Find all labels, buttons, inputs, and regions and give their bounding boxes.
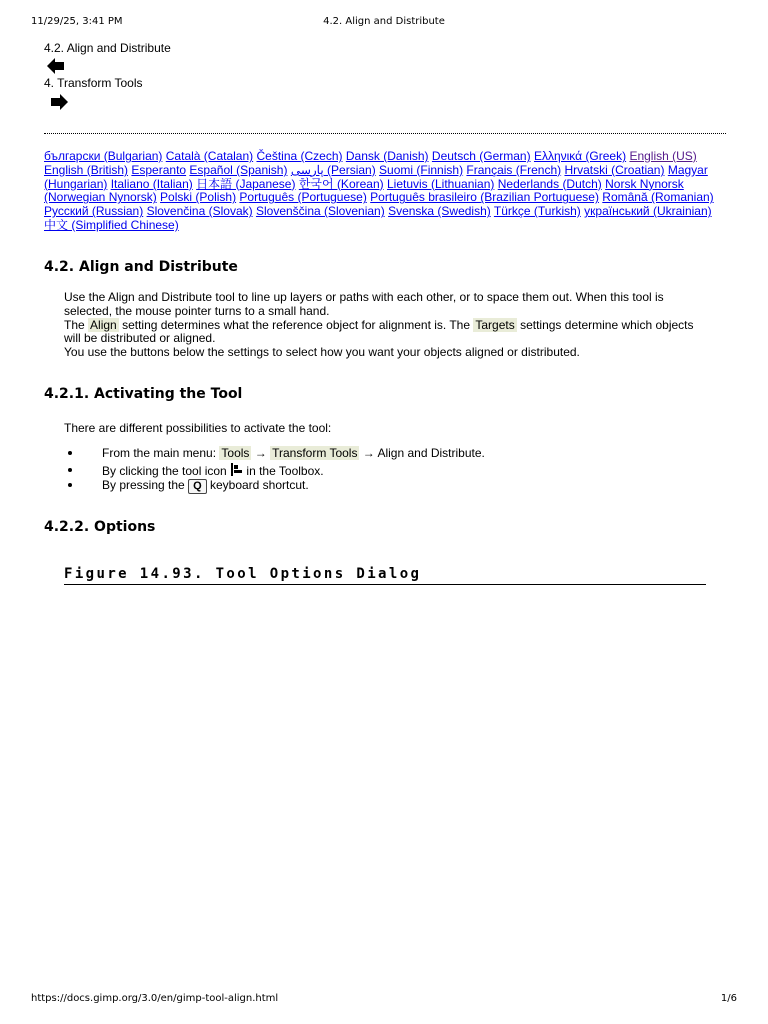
page-number: 1/6 bbox=[720, 993, 737, 1004]
nav-divider bbox=[44, 133, 726, 134]
list-item bbox=[64, 446, 706, 461]
p2-before: The bbox=[64, 317, 85, 332]
language-link[interactable]: український (Ukrainian) bbox=[584, 204, 712, 219]
language-link[interactable]: Português (Portuguese) bbox=[239, 190, 367, 205]
bullet bbox=[68, 451, 72, 455]
section-heading: 4.2. Align and Distribute bbox=[44, 259, 238, 275]
language-link[interactable]: Italiano (Italian) bbox=[110, 176, 193, 191]
language-link[interactable]: Hrvatski (Croatian) bbox=[564, 162, 665, 177]
language-link[interactable]: Suomi (Finnish) bbox=[379, 162, 464, 177]
item3-after: keyboard shortcut. bbox=[209, 478, 309, 492]
language-link[interactable]: Español (Spanish) bbox=[189, 162, 288, 177]
print-datetime: 11/29/25, 3:41 PM bbox=[31, 16, 123, 27]
menu-arrow: → bbox=[362, 446, 375, 460]
print-footer bbox=[31, 993, 737, 1007]
language-link[interactable]: Polski (Polish) bbox=[160, 190, 237, 205]
bullet bbox=[68, 468, 72, 472]
language-link[interactable]: Norsk Nynorsk (Norwegian Nynorsk) bbox=[44, 176, 684, 205]
intro-paragraph bbox=[64, 291, 706, 360]
language-link[interactable]: Deutsch (German) bbox=[431, 149, 531, 163]
language-link[interactable]: Русский (Russian) bbox=[44, 204, 144, 219]
activating-heading: 4.2.1. Activating the Tool bbox=[44, 386, 243, 402]
language-link[interactable]: Türkçe (Turkish) bbox=[493, 204, 581, 219]
language-link[interactable]: Dansk (Danish) bbox=[345, 149, 429, 163]
keyboard-key-q: Q bbox=[188, 479, 207, 494]
item2-before: By clicking the tool icon bbox=[102, 464, 227, 478]
language-link[interactable]: English (British) bbox=[44, 162, 129, 177]
print-title: 4.2. Align and Distribute bbox=[323, 16, 445, 27]
targets-setting-code: Targets bbox=[475, 317, 515, 332]
item3-before: By pressing the bbox=[102, 478, 185, 492]
activation-list bbox=[64, 446, 706, 493]
intro-text: Use the Align and Distribute tool to line up layers or paths with each other, or to space them out. When this tool is selected, the mouse pointer turns to a small hand. bbox=[64, 290, 664, 318]
language-link[interactable]: 한국어 (Korean) bbox=[298, 176, 384, 191]
print-url: https://docs.gimp.org/3.0/en/gimp-tool-align.html bbox=[31, 993, 279, 1004]
language-link[interactable]: Français (French) bbox=[466, 162, 562, 177]
nav-prev-link[interactable]: 4.2. Align and Distribute bbox=[44, 41, 171, 55]
language-link[interactable]: Čeština (Czech) bbox=[256, 149, 343, 163]
language-link[interactable]: български (Bulgarian) bbox=[44, 149, 163, 163]
item1-after: Align and Distribute. bbox=[377, 446, 485, 460]
language-link[interactable]: پارسی (Persian) bbox=[290, 162, 376, 177]
figure-title: Figure 14.93. Tool Options Dialog bbox=[64, 565, 706, 585]
options-heading: 4.2.2. Options bbox=[44, 519, 156, 535]
item1-before: From the main menu: bbox=[102, 446, 217, 460]
right-arrow-icon[interactable] bbox=[50, 93, 68, 114]
language-link[interactable]: Català (Catalan) bbox=[165, 149, 254, 163]
align-setting-code: Align bbox=[90, 317, 117, 332]
p3-text: You use the buttons below the settings to select how you want your objects aligned or distributed. bbox=[64, 345, 580, 360]
language-link[interactable]: Ελληνικά (Greek) bbox=[533, 149, 627, 163]
language-link[interactable]: Esperanto bbox=[131, 162, 187, 177]
language-link[interactable]: Lietuvis (Lithuanian) bbox=[386, 176, 495, 191]
language-link[interactable]: Svenska (Swedish) bbox=[388, 204, 491, 219]
language-link[interactable]: Magyar (Hungarian) bbox=[44, 162, 708, 191]
language-list bbox=[44, 150, 726, 233]
list-item bbox=[64, 478, 706, 493]
p2-after: settings determine which objects will be distributed or aligned. bbox=[64, 317, 694, 346]
language-link[interactable]: 中文 (Simplified Chinese) bbox=[44, 217, 179, 232]
language-link[interactable]: Slovenščina (Slovenian) bbox=[255, 204, 385, 219]
menu-transform-tools: Transform Tools bbox=[272, 446, 358, 460]
language-link[interactable]: Română (Romanian) bbox=[602, 190, 714, 205]
item2-after: in the Toolbox. bbox=[246, 464, 324, 478]
activating-intro: There are different possibilities to activate the tool: bbox=[64, 421, 332, 435]
list-item bbox=[64, 463, 706, 478]
p2-middle: setting determines what the reference object for alignment is. The bbox=[122, 317, 471, 332]
nav-next-link[interactable]: 4. Transform Tools bbox=[44, 76, 143, 90]
language-link[interactable]: 日本語 (Japanese) bbox=[196, 176, 296, 191]
language-link[interactable]: Português brasileiro (Brazilian Portuguese) bbox=[370, 190, 599, 205]
left-arrow-icon[interactable] bbox=[47, 57, 65, 78]
menu-tools: Tools bbox=[221, 446, 250, 460]
language-link[interactable]: Slovenčina (Slovak) bbox=[146, 204, 253, 219]
menu-arrow: → bbox=[254, 446, 267, 460]
print-header bbox=[31, 16, 737, 30]
bullet bbox=[68, 483, 72, 487]
language-link[interactable]: English (US) bbox=[629, 149, 697, 163]
language-link[interactable]: Nederlands (Dutch) bbox=[497, 176, 602, 191]
